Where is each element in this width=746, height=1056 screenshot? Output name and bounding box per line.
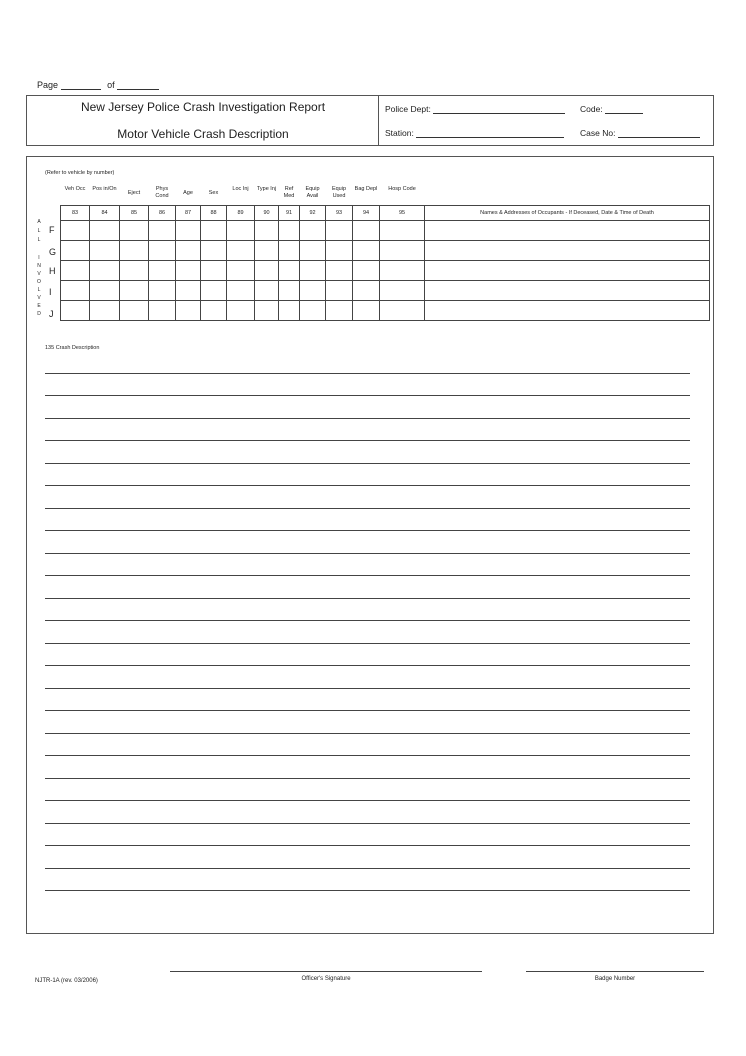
description-line[interactable]	[45, 485, 690, 486]
grid-cell[interactable]	[300, 221, 326, 241]
grid-cell[interactable]	[353, 281, 380, 301]
grid-cell[interactable]	[201, 281, 227, 301]
column-number-row	[61, 206, 710, 221]
grid-cell[interactable]	[300, 261, 326, 281]
grid-cell[interactable]	[300, 301, 326, 321]
col-phys-cond: Phys Cond	[155, 186, 169, 199]
officer-signature-label: Officer's Signature	[301, 976, 351, 982]
occupant-row-f	[61, 221, 710, 241]
badge-number-line[interactable]	[526, 971, 704, 972]
crash-description-label: 135 Crash Description	[45, 345, 100, 351]
grid-cell[interactable]	[149, 261, 176, 281]
occupant-row-g	[61, 241, 710, 261]
grid-cell[interactable]	[380, 281, 425, 301]
column-number: 83	[61, 206, 90, 221]
side-label-char: D	[37, 311, 41, 317]
names-cell[interactable]	[425, 221, 710, 241]
grid-cell[interactable]	[279, 261, 300, 281]
grid-cell[interactable]	[90, 281, 120, 301]
grid-cell[interactable]	[353, 261, 380, 281]
officer-signature-line[interactable]	[170, 971, 482, 972]
column-number: 92	[300, 206, 326, 221]
col-equip-avail: Equip Avail	[305, 186, 320, 199]
col-pos-in-on: Pos in/On	[92, 186, 117, 192]
description-line[interactable]	[45, 530, 690, 531]
grid-cell[interactable]	[149, 241, 176, 261]
page-total-field[interactable]	[117, 89, 159, 90]
grid-cell[interactable]	[201, 261, 227, 281]
page-label: Page	[37, 80, 59, 90]
description-line[interactable]	[45, 440, 690, 441]
page-number-field[interactable]	[61, 89, 101, 90]
grid-cell[interactable]	[61, 241, 90, 261]
grid-cell[interactable]	[120, 281, 149, 301]
description-line[interactable]	[45, 845, 690, 846]
grid-cell[interactable]	[380, 261, 425, 281]
grid-cell[interactable]	[279, 281, 300, 301]
grid-cell[interactable]	[300, 281, 326, 301]
occupant-row-h	[61, 261, 710, 281]
refer-note: (Refer to vehicle by number)	[45, 170, 115, 176]
description-line[interactable]	[45, 665, 690, 666]
code-input[interactable]	[605, 113, 643, 114]
grid-cell[interactable]	[90, 301, 120, 321]
col-veh-occ: Veh Occ	[64, 186, 86, 192]
column-number: 90	[255, 206, 279, 221]
grid-cell[interactable]	[255, 241, 279, 261]
description-line[interactable]	[45, 800, 690, 801]
description-line[interactable]	[45, 733, 690, 734]
col-bag-depl: Bag Depl	[354, 186, 378, 192]
police-dept-input[interactable]	[433, 113, 565, 114]
description-line[interactable]	[45, 643, 690, 644]
names-addresses-header: Names & Addresses of Occupants - If Deceased, Date & Time of Death	[425, 206, 710, 221]
grid-cell[interactable]	[120, 301, 149, 321]
row-letter-h: H	[49, 266, 56, 276]
col-sex: Sex	[208, 190, 219, 196]
side-label-char: L	[37, 287, 41, 293]
row-letter-f: F	[49, 225, 55, 235]
grid-cell[interactable]	[353, 301, 380, 321]
report-title: New Jersey Police Crash Investigation Report	[80, 100, 326, 114]
grid-cell[interactable]	[90, 261, 120, 281]
grid-cell[interactable]	[61, 301, 90, 321]
description-line[interactable]	[45, 575, 690, 576]
col-loc-inj: Loc Inj	[232, 186, 249, 192]
grid-cell[interactable]	[279, 301, 300, 321]
description-line[interactable]	[45, 620, 690, 621]
description-line[interactable]	[45, 508, 690, 509]
grid-cell[interactable]	[201, 301, 227, 321]
grid-cell[interactable]	[149, 301, 176, 321]
grid-cell[interactable]	[227, 221, 255, 241]
description-line[interactable]	[45, 598, 690, 599]
grid-cell[interactable]	[149, 221, 176, 241]
report-subtitle: Motor Vehicle Crash Description	[117, 127, 289, 141]
code-field[interactable]	[580, 104, 643, 114]
grid-cell[interactable]	[326, 221, 353, 241]
grid-cell[interactable]	[120, 261, 149, 281]
side-label-char: I	[38, 255, 40, 261]
badge-number-label: Badge Number	[594, 976, 636, 982]
column-number: 87	[176, 206, 201, 221]
description-line[interactable]	[45, 373, 690, 374]
station-field[interactable]	[385, 128, 564, 138]
grid-cell[interactable]	[255, 221, 279, 241]
grid-cell[interactable]	[227, 261, 255, 281]
grid-cell[interactable]	[255, 261, 279, 281]
grid-cell[interactable]	[279, 241, 300, 261]
police-dept-label: Police Dept:	[385, 104, 431, 114]
side-label-char: N	[37, 263, 41, 269]
grid-cell[interactable]	[380, 221, 425, 241]
grid-cell[interactable]	[201, 221, 227, 241]
description-line[interactable]	[45, 890, 690, 891]
grid-cell[interactable]	[353, 221, 380, 241]
column-number: 86	[149, 206, 176, 221]
station-input[interactable]	[416, 137, 564, 138]
description-line[interactable]	[45, 868, 690, 869]
grid-cell[interactable]	[90, 221, 120, 241]
names-cell[interactable]	[425, 241, 710, 261]
col-ref-med: Ref Med	[283, 186, 295, 199]
column-number: 85	[120, 206, 149, 221]
grid-cell[interactable]	[227, 281, 255, 301]
row-letter-g: G	[49, 247, 57, 257]
names-cell[interactable]	[425, 281, 710, 301]
side-label-char: V	[37, 271, 41, 277]
case-no-label: Case No:	[580, 128, 616, 138]
police-dept-field[interactable]	[385, 104, 565, 114]
grid-cell[interactable]	[90, 241, 120, 261]
column-number: 84	[90, 206, 120, 221]
occupant-row-i	[61, 281, 710, 301]
side-label-char: E	[37, 303, 41, 309]
grid-cell[interactable]	[120, 221, 149, 241]
grid-cell[interactable]	[326, 261, 353, 281]
side-label-char: L	[37, 237, 41, 243]
grid-cell[interactable]	[227, 241, 255, 261]
grid-cell[interactable]	[353, 241, 380, 261]
grid-cell[interactable]	[255, 281, 279, 301]
occupants-table	[60, 205, 710, 321]
row-letter-j: J	[49, 309, 54, 319]
col-age: Age	[183, 190, 193, 196]
grid-cell[interactable]	[255, 301, 279, 321]
grid-cell[interactable]	[326, 241, 353, 261]
grid-cell[interactable]	[326, 301, 353, 321]
page-of-label: of	[107, 80, 115, 90]
description-line[interactable]	[45, 710, 690, 711]
report-header	[26, 95, 714, 146]
page-number-line	[37, 80, 159, 90]
grid-cell[interactable]	[176, 261, 201, 281]
col-type-inj: Type Inj	[256, 186, 277, 192]
column-number: 89	[227, 206, 255, 221]
grid-cell[interactable]	[176, 241, 201, 261]
description-line[interactable]	[45, 395, 690, 396]
names-cell[interactable]	[425, 261, 710, 281]
grid-cell[interactable]	[176, 301, 201, 321]
column-number: 94	[353, 206, 380, 221]
description-line[interactable]	[45, 418, 690, 419]
header-title-cell	[27, 96, 379, 145]
grid-cell[interactable]	[279, 221, 300, 241]
station-label: Station:	[385, 128, 414, 138]
grid-cell[interactable]	[201, 241, 227, 261]
grid-cell[interactable]	[176, 281, 201, 301]
form-code: NJTR-1A (rev. 03/2006)	[35, 978, 98, 984]
side-label-char: O	[37, 279, 41, 285]
code-label: Code:	[580, 104, 603, 114]
grid-cell[interactable]	[380, 301, 425, 321]
side-label-char: L	[37, 228, 41, 234]
grid-cell[interactable]	[149, 281, 176, 301]
case-no-field[interactable]	[580, 128, 700, 138]
col-equip-used: Equip Used	[331, 186, 347, 199]
row-letter-i: I	[49, 287, 52, 297]
names-cell[interactable]	[425, 301, 710, 321]
grid-cell[interactable]	[227, 301, 255, 321]
grid-cell[interactable]	[300, 241, 326, 261]
grid-cell[interactable]	[326, 281, 353, 301]
description-line[interactable]	[45, 553, 690, 554]
col-hosp-code: Hosp Code	[388, 186, 416, 192]
description-line[interactable]	[45, 688, 690, 689]
grid-cell[interactable]	[61, 261, 90, 281]
column-number: 91	[279, 206, 300, 221]
grid-cell[interactable]	[61, 221, 90, 241]
column-number: 95	[380, 206, 425, 221]
grid-cell[interactable]	[176, 221, 201, 241]
grid-cell[interactable]	[380, 241, 425, 261]
grid-cell[interactable]	[61, 281, 90, 301]
side-label-char: V	[37, 295, 41, 301]
description-line[interactable]	[45, 755, 690, 756]
column-number: 88	[201, 206, 227, 221]
grid-cell[interactable]	[120, 241, 149, 261]
side-label-char: A	[37, 219, 41, 225]
description-line[interactable]	[45, 778, 690, 779]
col-eject: Eject	[127, 190, 141, 196]
occupant-row-j	[61, 301, 710, 321]
case-no-input[interactable]	[618, 137, 700, 138]
description-line[interactable]	[45, 823, 690, 824]
column-number: 93	[326, 206, 353, 221]
description-line[interactable]	[45, 463, 690, 464]
